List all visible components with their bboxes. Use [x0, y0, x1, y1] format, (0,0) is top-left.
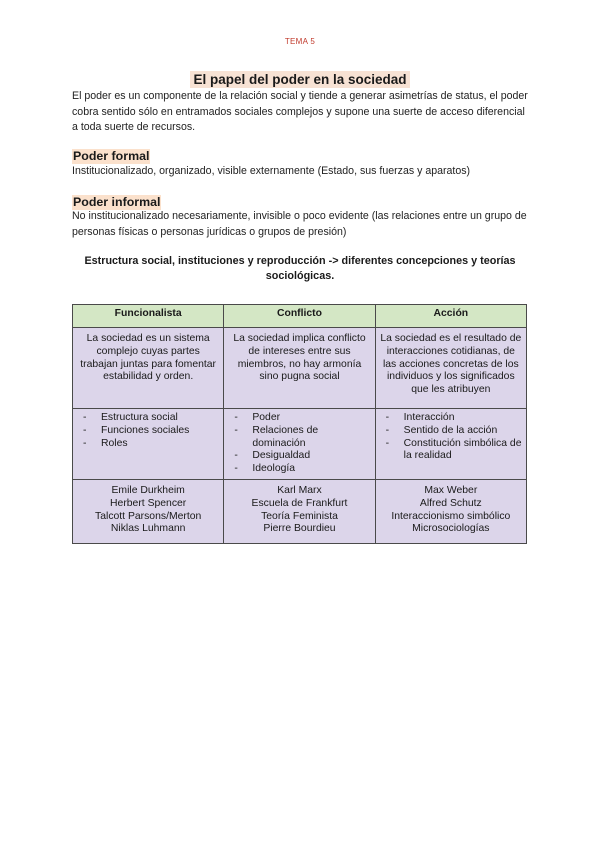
table-cell: La sociedad es un sistema complejo cuyas partes trabajan juntas para fomentar estabilidad y orden. [73, 328, 224, 409]
list-item: - Funciones sociales [77, 425, 219, 438]
theories-table [72, 304, 527, 544]
list-item: - Interacción [380, 412, 522, 425]
list-item: - Roles [77, 438, 219, 451]
list-item: - Ideología [228, 463, 370, 476]
intro-paragraph: El poder es un componente de la relación social y tiende a generar asimetrías de status, el poder cobra sentido sólo en entramados sociales complejos y supone una suerte de acceso diferencial a toda suerte de recursos. [72, 90, 528, 133]
table-cell [375, 479, 526, 543]
table-cell [73, 479, 224, 543]
poder-informal-text: No institucionalizado necesariamente, invisible o poco evidente (las relaciones entre un grupo de personas físicas o personas jurídicas o grupos de presión) [72, 210, 527, 238]
author-name: Herbert Spencer [110, 497, 187, 509]
column-header-conflicto: Conflicto [224, 305, 375, 328]
author-name: Talcott Parsons/Merton [95, 510, 202, 522]
table-cell [375, 409, 526, 480]
table-cell [73, 409, 224, 480]
author-name: Emile Durkheim [111, 484, 185, 496]
author-name: Interaccionismo simbólico [391, 510, 511, 522]
concept-list [77, 412, 219, 450]
concept-list [380, 412, 522, 463]
list-item: - Desigualdad [228, 450, 370, 463]
table-cell: La sociedad es el resultado de interacciones cotidianas, de las acciones concretas de los individuos y los significados que les atribuyen [375, 328, 526, 409]
heading-poder-formal: Poder formal [73, 149, 150, 163]
poder-formal-text: Institucionalizado, organizado, visible externamente (Estado, sus fuerzas y aparatos) [72, 165, 471, 177]
author-name: Teoría Feminista [261, 510, 338, 522]
topic-label: TEMA 5 [284, 37, 316, 46]
author-name: Max Weber [424, 484, 478, 496]
author-name: Alfred Schutz [419, 497, 482, 509]
page-title: El papel del poder en la sociedad [190, 71, 409, 88]
table-row-authors [73, 479, 527, 543]
table-cell [224, 409, 375, 480]
list-item: - Relaciones de dominación [228, 425, 370, 451]
column-header-funcionalista: Funcionalista [73, 305, 224, 328]
author-name: Niklas Luhmann [110, 523, 186, 535]
column-header-accion: Acción [375, 305, 526, 328]
list-item: - Sentido de la acción [380, 425, 522, 438]
table-row-concepts [73, 409, 527, 480]
table-header-row [73, 305, 527, 328]
title-wrap [0, 71, 600, 89]
table-cell: La sociedad implica conflicto de intereses entre sus miembros, no hay armonía sino pugna social [224, 328, 375, 409]
section-subtitle: Estructura social, instituciones y reproducción -> diferentes concepciones y teorías sociológicas. [84, 255, 516, 282]
list-item: - Poder [228, 412, 370, 425]
table-cell [224, 479, 375, 543]
heading-poder-informal: Poder informal [73, 195, 161, 209]
list-item: - Estructura social [77, 412, 219, 425]
author-name: Microsociologías [412, 523, 490, 535]
author-name: Karl Marx [277, 484, 322, 496]
author-name: Escuela de Frankfurt [251, 497, 348, 509]
concept-list [228, 412, 370, 476]
list-item: - Constitución simbólica de la realidad [380, 438, 522, 464]
table-row-descriptions [73, 328, 527, 409]
author-name: Pierre Bourdieu [263, 523, 336, 535]
